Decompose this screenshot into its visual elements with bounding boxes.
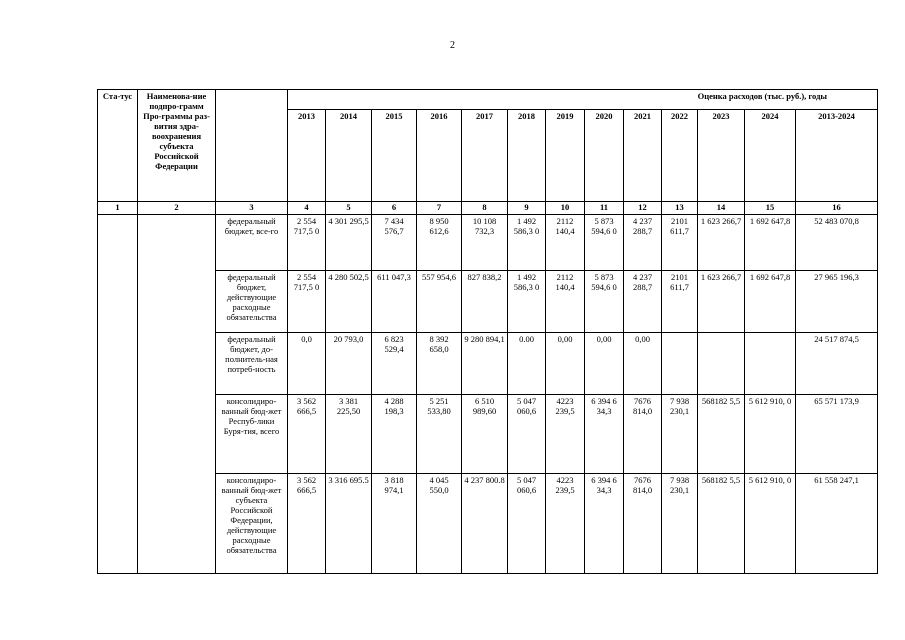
value-cell: 5 612 910, 0 — [745, 395, 796, 474]
year-header: 2021 — [624, 110, 662, 202]
value-cell: 3 381 225,50 — [326, 395, 372, 474]
value-cell: 4 237 288,7 — [624, 271, 662, 333]
value-cell: 4 237 800.8 — [462, 474, 508, 574]
column-index: 16 — [796, 202, 878, 215]
value-cell: 2101 611,7 — [662, 271, 698, 333]
total-cell: 52 483 070,8 — [796, 215, 878, 271]
year-header: 2023 — [698, 110, 745, 202]
column-index: 7 — [417, 202, 462, 215]
year-header: 2018 — [508, 110, 546, 202]
value-cell: 0,0 — [288, 333, 326, 395]
source-header — [216, 90, 288, 202]
table-row — [98, 215, 878, 271]
name-cell — [138, 215, 216, 574]
column-index: 2 — [138, 202, 216, 215]
total-cell: 24 517 874,5 — [796, 333, 878, 395]
value-cell: 1 492 586,3 0 — [508, 215, 546, 271]
value-cell: 7 938 230,1 — [662, 474, 698, 574]
value-cell: 7 434 576,7 — [372, 215, 417, 271]
value-cell: 8 950 612,6 — [417, 215, 462, 271]
value-cell: 827 838,2 — [462, 271, 508, 333]
total-cell: 61 558 247,1 — [796, 474, 878, 574]
column-index: 3 — [216, 202, 288, 215]
value-cell: 0,00 — [546, 333, 585, 395]
status-header: Ста-тус — [98, 90, 138, 202]
value-cell: 1 623 266,7 — [698, 271, 745, 333]
source-cell: федеральный бюджет, действующие расходные обязательства — [216, 271, 288, 333]
column-index: 14 — [698, 202, 745, 215]
value-cell: 1 692 647,8 — [745, 271, 796, 333]
column-index: 15 — [745, 202, 796, 215]
value-cell: 568182 5,5 — [698, 395, 745, 474]
year-header: 2020 — [585, 110, 624, 202]
year-header: 2013-2024 — [796, 110, 878, 202]
year-header: 2019 — [546, 110, 585, 202]
total-cell: 27 965 196,3 — [796, 271, 878, 333]
year-header: 2022 — [662, 110, 698, 202]
value-cell: 6 823 529,4 — [372, 333, 417, 395]
value-cell: 4223 239,5 — [546, 474, 585, 574]
value-cell: 4 280 502,5 — [326, 271, 372, 333]
column-index: 1 — [98, 202, 138, 215]
header-row-1 — [98, 90, 878, 110]
column-index: 6 — [372, 202, 417, 215]
assessment-header: Оценка расходов (тыс. руб.), годы — [288, 90, 878, 110]
expenses-table — [97, 89, 878, 574]
source-cell: федеральный бюджет, до-полнитель-ная потреб-ность — [216, 333, 288, 395]
value-cell: 2112 140,4 — [546, 271, 585, 333]
value-cell: 5 047 060,6 — [508, 474, 546, 574]
value-cell: 0,00 — [624, 333, 662, 395]
value-cell: 557 954,6 — [417, 271, 462, 333]
column-index: 5 — [326, 202, 372, 215]
status-cell — [98, 215, 138, 574]
source-cell: консолидиро-ванный бюд-жет субъекта Российской Федерации, действующие расходные обязательства — [216, 474, 288, 574]
value-cell — [745, 333, 796, 395]
value-cell: 1 692 647,8 — [745, 215, 796, 271]
value-cell: 3 316 695.5 — [326, 474, 372, 574]
value-cell: 10 108 732,3 — [462, 215, 508, 271]
year-header: 2017 — [462, 110, 508, 202]
year-header: 2024 — [745, 110, 796, 202]
value-cell: 9 280 894,1 — [462, 333, 508, 395]
value-cell: 5 251 533,80 — [417, 395, 462, 474]
column-index: 11 — [585, 202, 624, 215]
value-cell — [698, 333, 745, 395]
column-index: 9 — [508, 202, 546, 215]
value-cell: 4 301 295,5 — [326, 215, 372, 271]
source-cell: консолидиро-ванный бюд-жет Респуб-лики Буря-тия, всего — [216, 395, 288, 474]
value-cell: 8 392 658,0 — [417, 333, 462, 395]
source-cell: федеральный бюджет, все-го — [216, 215, 288, 271]
value-cell: 3 818 974,1 — [372, 474, 417, 574]
value-cell: 4 237 288,7 — [624, 215, 662, 271]
value-cell: 6 394 6 34,3 — [585, 395, 624, 474]
value-cell: 611 047,3 — [372, 271, 417, 333]
column-index: 10 — [546, 202, 585, 215]
value-cell: 7676 814,0 — [624, 474, 662, 574]
year-header: 2013 — [288, 110, 326, 202]
value-cell: 2101 611,7 — [662, 215, 698, 271]
value-cell: 7 938 230,1 — [662, 395, 698, 474]
value-cell: 0,00 — [585, 333, 624, 395]
value-cell: 2 554 717,5 0 — [288, 215, 326, 271]
column-index: 8 — [462, 202, 508, 215]
page-number: 2 — [450, 40, 455, 51]
value-cell — [662, 333, 698, 395]
value-cell: 1 623 266,7 — [698, 215, 745, 271]
value-cell: 5 873 594,6 0 — [585, 271, 624, 333]
value-cell: 3 562 666,5 — [288, 474, 326, 574]
name-header: Наименова-ние подпро-грамм Про-граммы раз-вития здра-воохранения субъекта Российской Федерации — [138, 90, 216, 202]
value-cell: 5 612 910, 0 — [745, 474, 796, 574]
value-cell: 5 873 594,6 0 — [585, 215, 624, 271]
value-cell: 4223 239,5 — [546, 395, 585, 474]
value-cell: 5 047 060,6 — [508, 395, 546, 474]
value-cell: 3 562 666,5 — [288, 395, 326, 474]
column-index: 4 — [288, 202, 326, 215]
value-cell: 0.00 — [508, 333, 546, 395]
column-index: 13 — [662, 202, 698, 215]
column-index-row — [98, 202, 878, 215]
column-index: 12 — [624, 202, 662, 215]
year-header: 2015 — [372, 110, 417, 202]
value-cell: 568182 5,5 — [698, 474, 745, 574]
value-cell: 1 492 586,3 0 — [508, 271, 546, 333]
value-cell: 4 045 550,0 — [417, 474, 462, 574]
value-cell: 2112 140,4 — [546, 215, 585, 271]
value-cell: 2 554 717,5 0 — [288, 271, 326, 333]
total-cell: 65 571 173,9 — [796, 395, 878, 474]
year-header: 2014 — [326, 110, 372, 202]
year-header: 2016 — [417, 110, 462, 202]
value-cell: 6 394 6 34,3 — [585, 474, 624, 574]
value-cell: 4 288 198,3 — [372, 395, 417, 474]
value-cell: 7676 814,0 — [624, 395, 662, 474]
value-cell: 20 793,0 — [326, 333, 372, 395]
value-cell: 6 510 989,60 — [462, 395, 508, 474]
